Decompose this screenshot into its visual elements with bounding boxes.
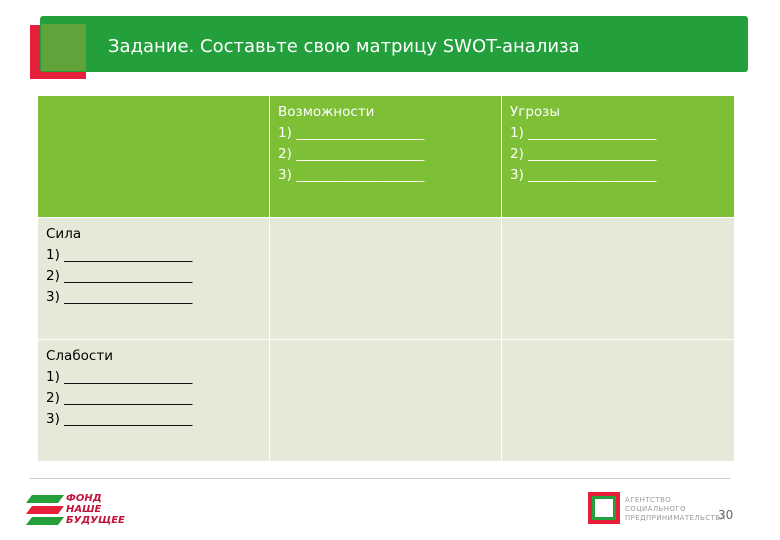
asi-logo-inner-frame — [592, 496, 616, 520]
so-cell — [270, 218, 502, 340]
opportunities-heading: Возможности — [278, 104, 375, 120]
strengths-line-3: 3) ___________________ — [46, 289, 193, 305]
page-number: 30 — [718, 508, 734, 522]
fond-nashe-budushchee-logo — [26, 493, 126, 527]
threats-line-1: 1) ___________________ — [510, 125, 657, 141]
opportunities-header-cell — [270, 96, 502, 218]
opportunities-line-1: 1) ___________________ — [278, 125, 425, 141]
threats-line-3: 3) ___________________ — [510, 167, 657, 183]
weaknesses-line-3: 3) ___________________ — [46, 411, 193, 427]
logo-right-line-2: СОЦИАЛЬНОГО — [625, 505, 686, 513]
wo-cell — [270, 340, 502, 462]
title-accent-green — [41, 24, 86, 71]
threats-line-2: 2) ___________________ — [510, 146, 657, 162]
weaknesses-row-header — [38, 340, 270, 462]
matrix-corner-cell — [38, 96, 270, 218]
footer-divider — [30, 478, 730, 479]
swot-matrix — [38, 96, 735, 462]
opportunities-line-3: 3) ___________________ — [278, 167, 425, 183]
slide-title: Задание. Составьте свою матрицу SWOT-анализа — [108, 36, 580, 57]
strengths-row-header — [38, 218, 270, 340]
weaknesses-line-1: 1) ___________________ — [46, 369, 193, 385]
weaknesses-heading: Слабости — [46, 348, 113, 364]
weaknesses-line-2: 2) ___________________ — [46, 390, 193, 406]
logo-right-line-1: АГЕНТСТВО — [625, 496, 672, 504]
strengths-heading: Сила — [46, 226, 82, 242]
logo-right-line-3: ПРЕДПРИНИМАТЕЛЬСТВА — [625, 514, 726, 522]
strengths-line-2: 2) ___________________ — [46, 268, 193, 284]
opportunities-line-2: 2) ___________________ — [278, 146, 425, 162]
logo-left-line-2: НАШЕ — [66, 504, 102, 515]
strengths-line-1: 1) ___________________ — [46, 247, 193, 263]
st-cell — [502, 218, 735, 340]
threats-header-cell — [502, 96, 735, 218]
threats-heading: Угрозы — [510, 104, 560, 120]
logo-left-line-3: БУДУЩЕЕ — [66, 515, 125, 526]
asi-logo — [588, 492, 728, 528]
logo-left-line-1: ФОНД — [66, 493, 102, 504]
fond-logo-stripes-icon — [26, 495, 64, 525]
wt-cell — [502, 340, 735, 462]
